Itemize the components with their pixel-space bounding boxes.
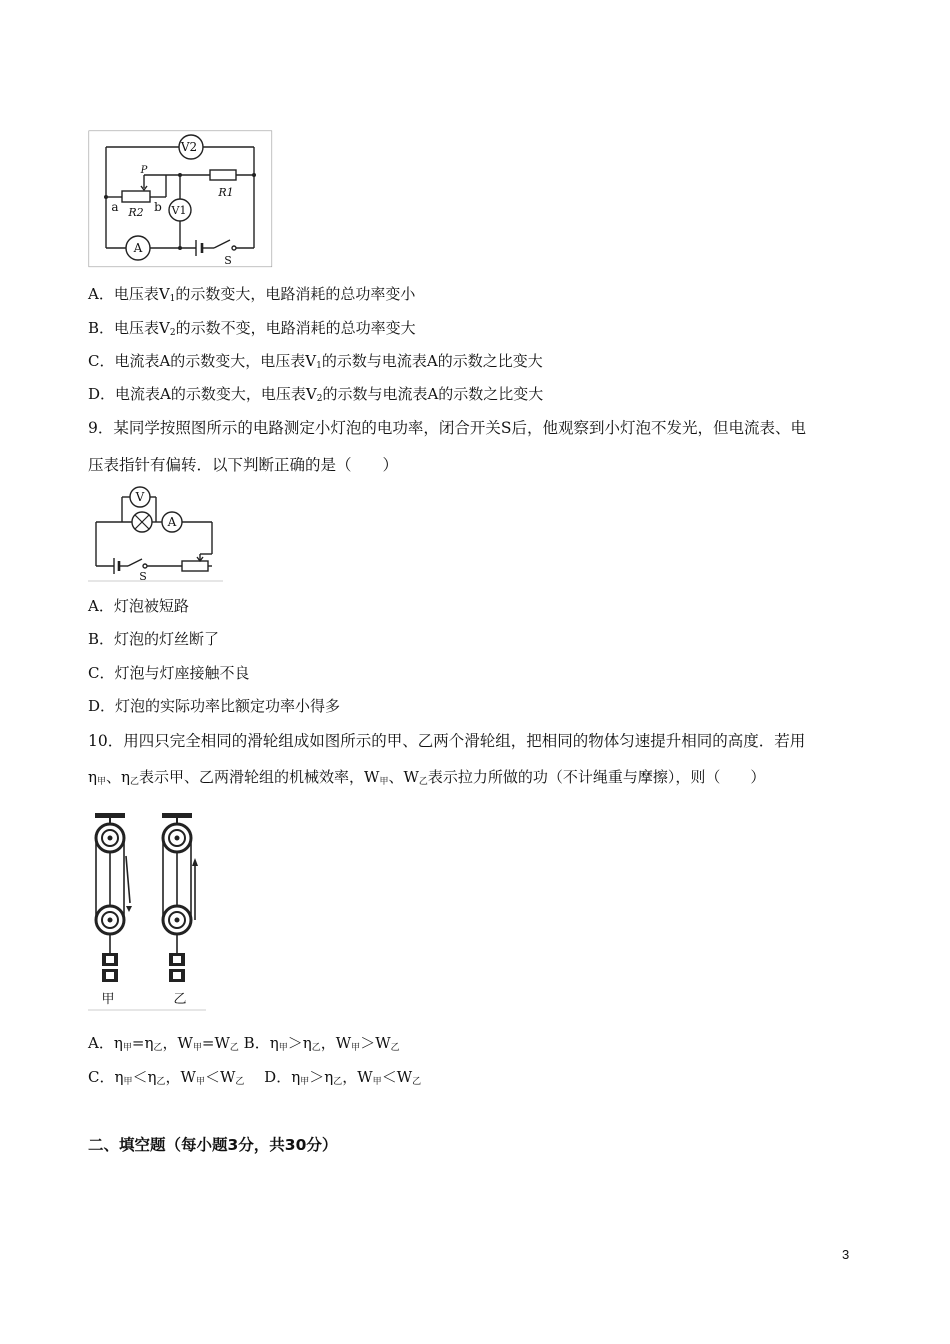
sub-yi: 乙 <box>235 1077 245 1087</box>
q10-a-eq1: = <box>131 1034 145 1052</box>
q10-w-sep: 、W <box>388 768 419 786</box>
q8-option-c-pre: C．电流表A的示数变大，电压表V <box>88 352 317 370</box>
q9-option-c: C．灯泡与灯座接触不良 <box>88 664 250 682</box>
eta-symbol: η <box>291 1068 301 1086</box>
q10-b-gt1: ＞ <box>287 1034 303 1052</box>
eta-symbol: η <box>147 1068 157 1086</box>
sub-yi: 乙 <box>229 1043 239 1053</box>
ammeter-label: A <box>133 241 143 255</box>
end-b-label: b <box>154 200 162 214</box>
label-jia: 甲 <box>101 992 115 1007</box>
q10-option-c-pre: C． <box>88 1068 115 1086</box>
q8-option-a-pre: A．电压表V <box>88 285 170 303</box>
q9-circuit-svg <box>88 484 223 584</box>
page-number: 3 <box>842 1247 850 1262</box>
v2-meter-label: V2 <box>180 140 198 154</box>
sub-jia: 甲 <box>97 777 107 787</box>
q10-b-w: ，W <box>320 1034 352 1052</box>
q9-voltmeter-label: V <box>135 490 145 504</box>
sub-yi: 乙 <box>390 1043 400 1053</box>
q8-option-a-post: 的示数变大，电路消耗的总功率变小 <box>175 285 416 303</box>
eta-symbol: η <box>302 1034 312 1052</box>
sub-yi: 乙 <box>333 1077 343 1087</box>
sub-jia: 甲 <box>372 1077 382 1087</box>
q8-option-a-sub: 1 <box>169 294 176 304</box>
q9-stem-line-2: 压表指针有偏转．以下判断正确的是（ ） <box>88 456 399 474</box>
sub-jia: 甲 <box>300 1077 310 1087</box>
pulley-system-yi <box>162 813 198 982</box>
q8-option-d-pre: D．电流表A的示数变大，电压表V <box>88 385 317 403</box>
eta-symbol: η <box>114 1068 124 1086</box>
switch-s-label: S <box>224 254 232 267</box>
q8-option-b-sub: 2 <box>169 328 176 338</box>
sub-yi: 乙 <box>130 777 140 787</box>
q10-d-gt: ＞ <box>309 1068 325 1086</box>
sub-jia: 甲 <box>278 1043 288 1053</box>
sub-yi: 乙 <box>153 1043 163 1053</box>
q8-circuit-diagram <box>88 130 273 268</box>
q8-option-d-post: 的示数与电流表A的示数之比变大 <box>322 385 544 403</box>
q10-options-row-1 <box>88 1033 400 1058</box>
q8-option-d-sub: 2 <box>316 394 323 404</box>
sub-yi: 乙 <box>412 1077 422 1087</box>
end-a-label: a <box>111 200 119 214</box>
q10-option-a-pre: A． <box>88 1034 114 1052</box>
q10-stem-end: 表示拉力所做的功（不计绳重与摩擦），则（ ） <box>427 768 766 786</box>
q10-stem-line-2 <box>88 767 765 792</box>
eta-symbol: η <box>121 768 131 786</box>
q10-d-w: ，W <box>342 1068 373 1086</box>
section-2-heading: 二、填空题（每小题3分，共30分） <box>88 1136 338 1154</box>
q10-stem-mid: 表示甲、乙两滑轮组的机械效率，W <box>139 768 380 786</box>
sub-jia: 甲 <box>351 1043 361 1053</box>
q8-circuit-svg <box>88 130 273 268</box>
sub-jia: 甲 <box>192 1043 202 1053</box>
sub-yi: 乙 <box>156 1077 166 1087</box>
q9-stem-line-1: 9．某同学按照图所示的电路测定小灯泡的电功率，闭合开关S后，他观察到小灯泡不发光，但电流表、电 <box>88 419 806 437</box>
q10-a-eq2: =W <box>201 1034 230 1052</box>
q10-option-d-pre: D． <box>244 1068 292 1086</box>
sub-yi: 乙 <box>418 777 428 787</box>
q10-d-lt: ＜W <box>381 1068 413 1086</box>
q8-option-a <box>88 284 415 309</box>
q9-option-a: A．灯泡被短路 <box>88 597 189 615</box>
r1-label: R1 <box>218 186 234 199</box>
q8-option-b-pre: B．电压表V <box>88 319 170 337</box>
r2-label: R2 <box>128 206 144 219</box>
q8-option-c <box>88 351 543 376</box>
sub-jia: 甲 <box>379 777 389 787</box>
q10-c-lt2: ＜W <box>204 1068 236 1086</box>
eta-symbol: η <box>144 1034 154 1052</box>
pulley-system-jia <box>95 813 132 982</box>
q10-c-w: ，W <box>165 1068 196 1086</box>
q10-pulley-svg <box>88 808 208 1013</box>
slider-p-label: P <box>140 165 148 176</box>
sub-jia: 甲 <box>122 1043 132 1053</box>
q9-option-b: B．灯泡的灯丝断了 <box>88 630 220 648</box>
q10-c-lt1: ＜ <box>132 1068 148 1086</box>
q8-option-c-post: 的示数与电流表A的示数之比变大 <box>321 352 543 370</box>
q8-option-b <box>88 318 416 343</box>
separator: 、 <box>106 768 122 786</box>
q9-ammeter-label: A <box>167 515 177 529</box>
eta-symbol: η <box>113 1034 123 1052</box>
sub-jia: 甲 <box>195 1077 205 1087</box>
eta-symbol: η <box>88 768 97 786</box>
q10-pulley-diagram <box>88 808 208 1013</box>
eta-symbol: η <box>269 1034 279 1052</box>
q9-switch-label: S <box>139 570 147 583</box>
q9-circuit-diagram <box>88 484 223 584</box>
q10-b-gt2: ＞W <box>360 1034 391 1052</box>
q10-a-w: ，W <box>162 1034 193 1052</box>
q10-stem-line-1: 10．用四只完全相同的滑轮组成如图所示的甲、乙两个滑轮组，把相同的物体匀速提升相同的高度．若用 <box>88 732 806 750</box>
q10-option-b-pre: B． <box>238 1034 270 1052</box>
q8-option-b-post: 的示数不变，电路消耗的总功率变大 <box>175 319 416 337</box>
sub-yi: 乙 <box>311 1043 321 1053</box>
q8-option-c-sub: 1 <box>316 361 322 371</box>
sub-jia: 甲 <box>123 1077 133 1087</box>
q9-option-d: D．灯泡的实际功率比额定功率小得多 <box>88 697 341 715</box>
q10-options-row-2 <box>88 1067 421 1092</box>
eta-symbol: η <box>324 1068 334 1086</box>
v1-meter-label: V1 <box>171 204 187 217</box>
label-yi: 乙 <box>173 992 187 1007</box>
q8-option-d <box>88 384 543 409</box>
